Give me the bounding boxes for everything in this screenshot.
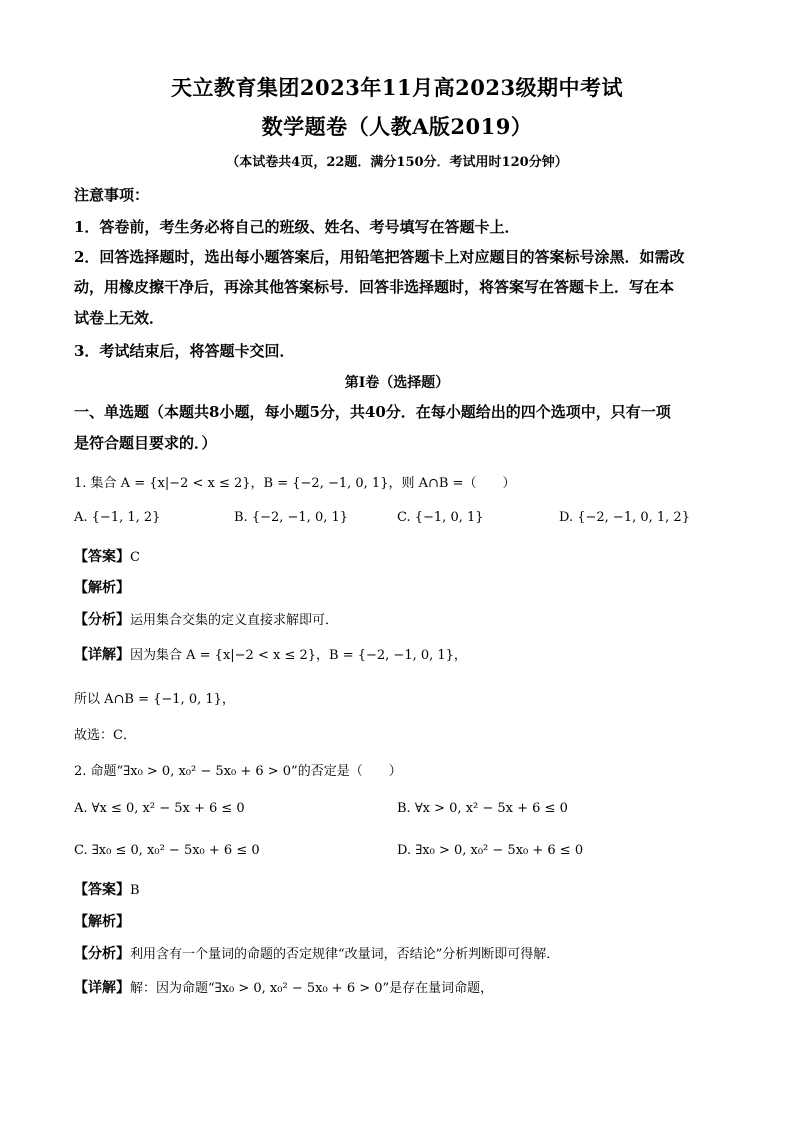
section-heading: 第Ⅰ卷（选择题） bbox=[344, 375, 450, 391]
notice-item-2-line-3: 试卷上无效． bbox=[74, 309, 165, 327]
q1-fenxi-text: 运用集合交集的定义直接求解即可． bbox=[130, 613, 339, 628]
q2-detail-text: 解：因为命题“∃x₀ > 0, x₀² − 5x₀ + 6 > 0”是存在量词命题， bbox=[130, 981, 494, 996]
q1-option-d: D. {−2, −1, 0, 1, 2} bbox=[559, 510, 690, 525]
q2-answer-label: 【答案】 bbox=[74, 882, 130, 898]
q1-analysis-tag: 【解析】 bbox=[74, 580, 130, 596]
part-instructions-line-1: 一、单选题（本题共8小题，每小题5分，共40分．在每小题给出的四个选项中，只有一项 bbox=[74, 403, 671, 421]
notice-item-2-line-1: 2．回答选择题时，选出每小题答案后，用铅笔把答题卡上对应题目的答案标号涂黑．如需改 bbox=[74, 248, 685, 266]
q1-so: 所以 A∩B = {−1, 0, 1}， bbox=[74, 692, 235, 707]
q2-option-c: C. ∃x₀ ≤ 0, x₀² − 5x₀ + 6 ≤ 0 bbox=[74, 843, 260, 858]
notice-item-1: 1．答卷前，考生务必将自己的班级、姓名、考号填写在答题卡上． bbox=[74, 218, 520, 236]
exam-title: 天立教育集团2023年11月高2023级期中考试 bbox=[170, 75, 624, 100]
q2-answer bbox=[74, 879, 140, 899]
notice-heading: 注意事项： bbox=[74, 186, 150, 204]
exam-subtitle: 数学题卷（人教A版2019） bbox=[261, 114, 533, 139]
q1-fenxi bbox=[74, 609, 338, 629]
q1-analysis-label bbox=[74, 577, 130, 597]
q2-fenxi-label: 【分析】 bbox=[74, 946, 130, 962]
q2-analysis-label bbox=[74, 911, 130, 931]
q1-answer-value: C bbox=[130, 550, 140, 565]
q1-answer-label: 【答案】 bbox=[74, 549, 130, 565]
q1-fenxi-label: 【分析】 bbox=[74, 612, 130, 628]
q2-stem: 2. 命题“∃x₀ > 0, x₀² − 5x₀ + 6 > 0”的否定是（ ） bbox=[74, 764, 402, 779]
q1-option-a: A. {−1, 1, 2} bbox=[74, 510, 161, 525]
q2-detail bbox=[74, 977, 493, 997]
q2-option-d: D. ∃x₀ > 0, x₀² − 5x₀ + 6 ≤ 0 bbox=[397, 843, 584, 858]
q2-fenxi bbox=[74, 943, 559, 963]
q2-analysis-tag: 【解析】 bbox=[74, 914, 130, 930]
q1-choose: 故选：C． bbox=[74, 728, 136, 743]
exam-info: （本试卷共4页，22题．满分150分．考试用时120分钟） bbox=[226, 155, 568, 170]
notice-item-3: 3．考试结束后，将答题卡交回． bbox=[74, 342, 295, 360]
q1-detail bbox=[74, 644, 467, 664]
q1-answer bbox=[74, 546, 140, 566]
q2-answer-value: B bbox=[130, 883, 140, 898]
q1-option-b: B. {−2, −1, 0, 1} bbox=[234, 510, 349, 525]
q2-option-a: A. ∀x ≤ 0, x² − 5x + 6 ≤ 0 bbox=[74, 801, 245, 816]
q1-stem: 1. 集合 A = {x|−2 < x ≤ 2}，B = {−2, −1, 0, 1}，则 A∩B =（ ） bbox=[74, 476, 516, 491]
notice-item-2-line-2: 动，用橡皮擦干净后，再涂其他答案标号．回答非选择题时，将答案写在答题卡上．写在本 bbox=[74, 278, 675, 296]
q1-detail-label: 【详解】 bbox=[74, 647, 130, 663]
part-instructions-line-2: 是符合题目要求的．） bbox=[74, 434, 217, 452]
q1-detail-text: 因为集合 A = {x|−2 < x ≤ 2}，B = {−2, −1, 0, 1}， bbox=[130, 648, 467, 663]
q2-option-b: B. ∀x > 0, x² − 5x + 6 ≤ 0 bbox=[397, 801, 568, 816]
q2-fenxi-text: 利用含有一个量词的命题的否定规律“改量词，否结论”分析判断即可得解． bbox=[130, 947, 560, 962]
q2-detail-label: 【详解】 bbox=[74, 980, 130, 996]
q1-option-c: C. {−1, 0, 1} bbox=[397, 510, 484, 525]
